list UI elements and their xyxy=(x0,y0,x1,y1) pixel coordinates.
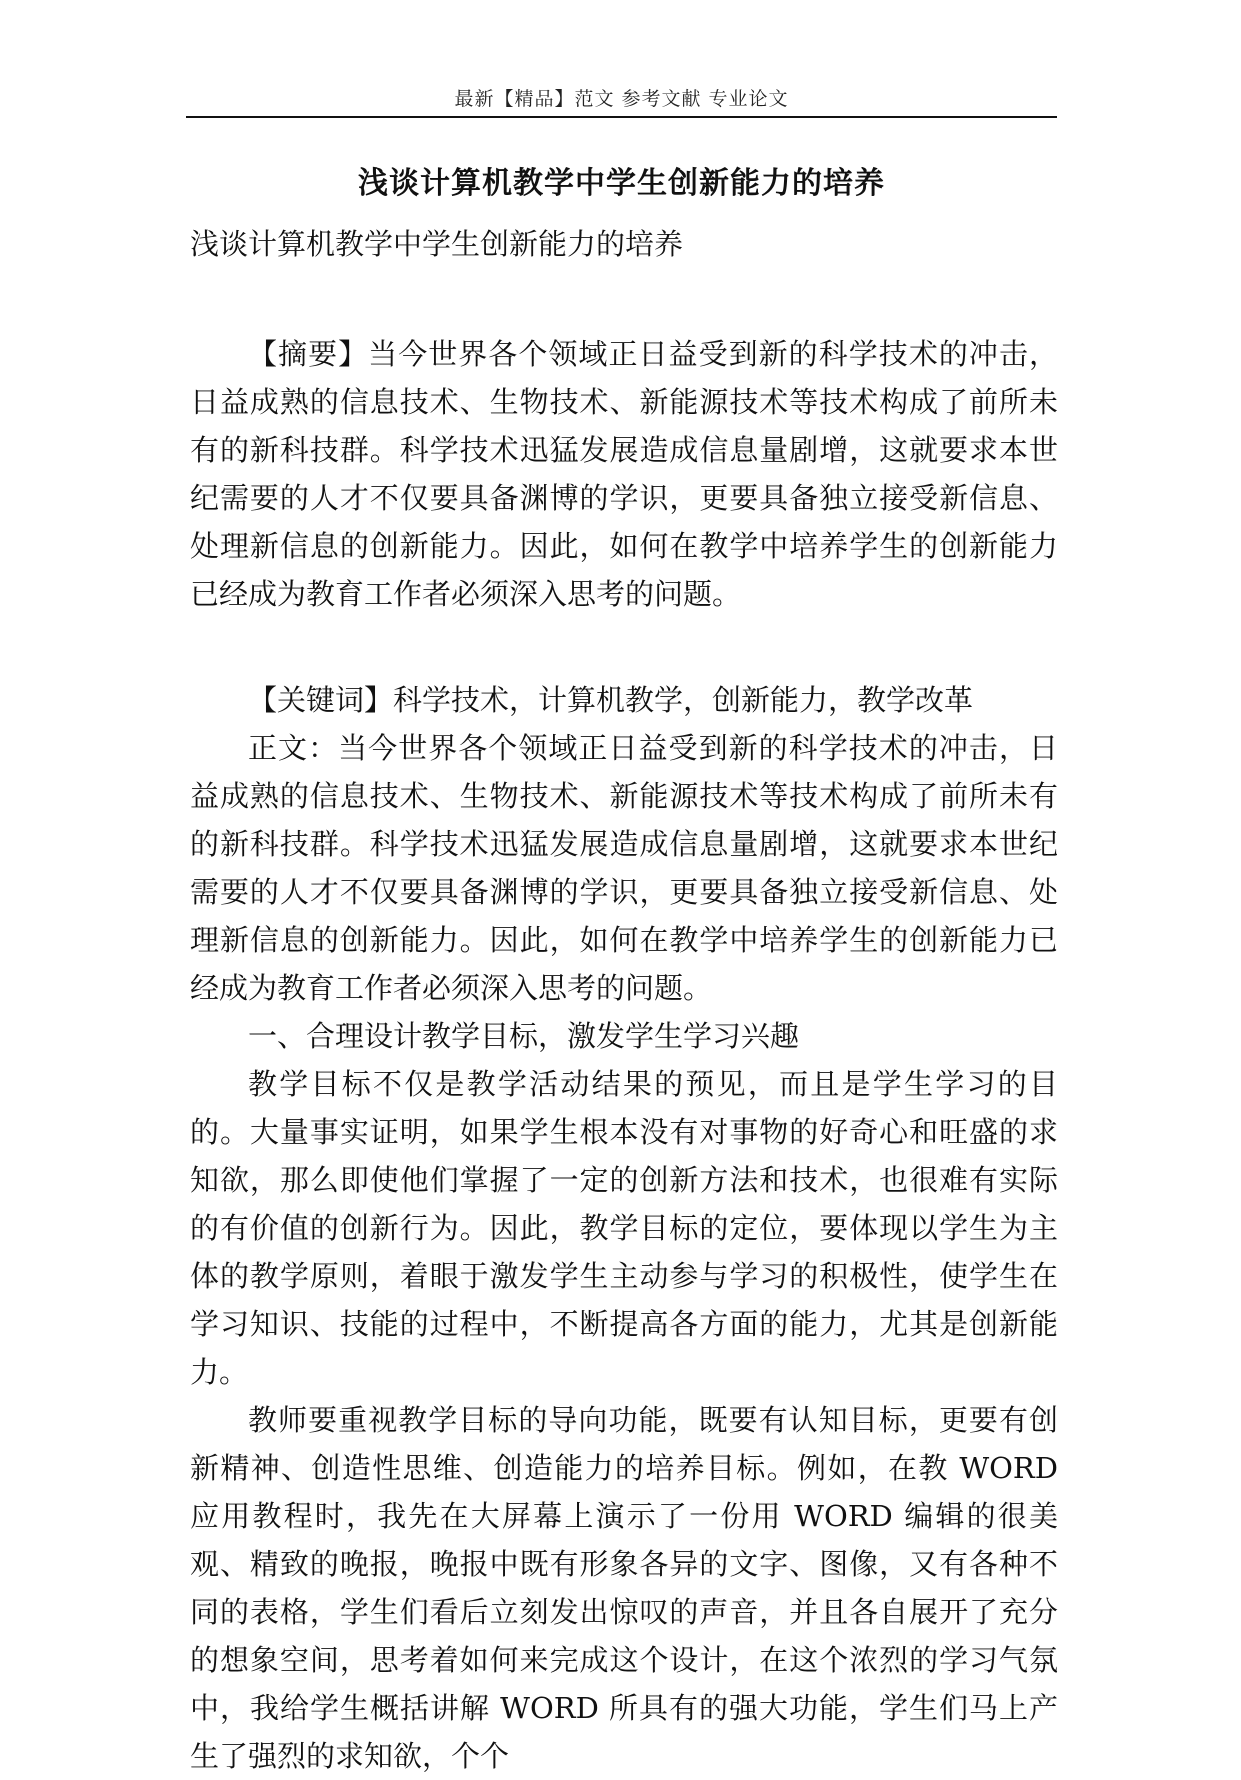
document-subtitle: 浅谈计算机教学中学生创新能力的培养 xyxy=(190,227,684,261)
document-title: 浅谈计算机教学中学生创新能力的培养 xyxy=(358,166,885,201)
running-header: 最新【精品】范文 参考文献 专业论文 xyxy=(454,88,789,110)
body-paragraph: 教学目标不仅是教学活动结果的预见，而且是学生学习的目的。大量事实证明，如果学生根本没有对事物的好奇心和旺盛的求知欲，那么即使他们掌握了一定的创新方法和技术，也很难有实际的有价值的创新行为。因此，教学目标的定位，要体现以学生为主体的教学原则，着眼于激发学生主动参与学习的积极性，使学生在学习知识、技能的过程中，不断提高各方面的能力，尤其是创新能力。 xyxy=(190,1067,1058,1389)
body-paragraph: 教师要重视教学目标的导向功能，既要有认知目标，更要有创新精神、创造性思维、创造能力的培养目标。例如，在教 WORD 应用教程时，我先在大屏幕上演示了一份用 WORD 编辑的很美观、精致的晚报，晚报中既有形象各异的文字、图像，又有各种不同的表格，学生们看后立刻发出惊叹的声音，并且各自展开了充分的想象空间，思考着如何来完成这个设计，在这个浓烈的学习气氛中，我给学生概括讲解 WORD 所具有的强大功能，学生们马上产生了强烈的求知欲，个个 xyxy=(190,1403,1058,1773)
document-body xyxy=(190,220,1058,1780)
keywords-line: 【关键词】科学技术，计算机教学，创新能力，教学改革 xyxy=(248,683,974,717)
body-intro-paragraph: 正文：当今世界各个领域正日益受到新的科学技术的冲击，日益成熟的信息技术、生物技术、新能源技术等技术构成了前所未有的新科技群。科学技术迅猛发展造成信息量剧增，这就要求本世纪需要的人才不仅要具备渊博的学识，更要具备独立接受新信息、处理新信息的创新能力。因此，如何在教学中培养学生的创新能力已经成为教育工作者必须深入思考的问题。 xyxy=(190,731,1058,1005)
header-rule xyxy=(186,116,1057,118)
section-heading: 一、合理设计教学目标，激发学生学习兴趣 xyxy=(248,1019,800,1053)
abstract-paragraph: 【摘要】当今世界各个领域正日益受到新的科学技术的冲击，日益成熟的信息技术、生物技术、新能源技术等技术构成了前所未有的新科技群。科学技术迅猛发展造成信息量剧增，这就要求本世纪需要的人才不仅要具备渊博的学识，更要具备独立接受新信息、处理新信息的创新能力。因此，如何在教学中培养学生的创新能力已经成为教育工作者必须深入思考的问题。 xyxy=(190,337,1058,611)
